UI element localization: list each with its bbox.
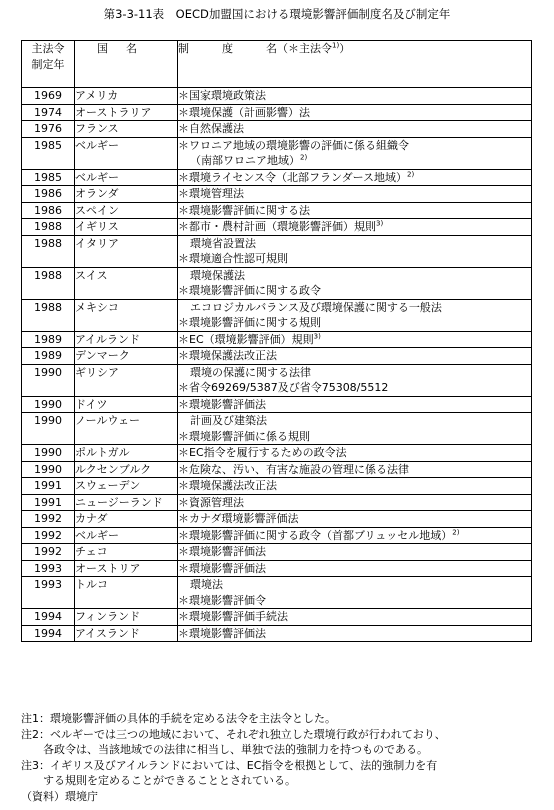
country-cell: オーストラリア xyxy=(75,104,178,121)
law-cell xyxy=(178,445,532,462)
table-row xyxy=(22,577,532,609)
table-row xyxy=(22,527,532,544)
law-text: ＊環境影響評価に関する政令（首都ブリュッセル地域） xyxy=(178,528,453,542)
law-line xyxy=(178,348,531,364)
law-cell xyxy=(178,137,532,169)
law-cell xyxy=(178,169,532,186)
law-text: ＊資源管理法 xyxy=(178,495,244,509)
country-cell: フィンランド xyxy=(75,609,178,626)
year-cell: 1988 xyxy=(22,299,75,331)
year-cell: 1985 xyxy=(22,169,75,186)
year-cell: 1994 xyxy=(22,609,75,626)
law-text: 環境保護法 xyxy=(190,268,245,282)
law-text: 計画及び建築法 xyxy=(190,414,267,427)
year-cell: 1990 xyxy=(22,364,75,396)
law-text: ＊環境影響評価に関する法 xyxy=(178,203,310,217)
law-cell xyxy=(178,461,532,478)
table-row xyxy=(22,235,532,267)
law-text: エコロジカルバランス及び環境保護に関する一般法 xyxy=(190,300,442,314)
table-row xyxy=(22,413,532,445)
country-cell: オランダ xyxy=(75,186,178,203)
country-cell: ドイツ xyxy=(75,396,178,413)
law-line xyxy=(178,236,531,252)
law-text: ＊環境管理法 xyxy=(178,187,244,200)
year-cell: 1988 xyxy=(22,235,75,267)
law-text: ＊危険な、汚い、有害な施設の管理に係る法律 xyxy=(178,462,409,476)
law-text: 環境法 xyxy=(190,578,223,591)
law-cell xyxy=(178,267,532,299)
law-cell xyxy=(178,121,532,138)
country-cell: トルコ xyxy=(75,577,178,609)
year-cell: 1992 xyxy=(22,527,75,544)
law-text: 環境省設置法 xyxy=(190,236,256,250)
law-cell xyxy=(178,625,532,642)
law-text: ＊ワロニア地域の環境影響の評価に係る組織令 xyxy=(178,138,409,152)
law-cell xyxy=(178,511,532,528)
footnote-ref: 2) xyxy=(407,169,415,178)
year-cell: 1986 xyxy=(22,186,75,203)
country-cell: アイスランド xyxy=(75,625,178,642)
year-cell: 1992 xyxy=(22,544,75,561)
law-text: ＊環境保護（計画影響）法 xyxy=(178,105,310,119)
law-text: ＊環境影響評価令 xyxy=(178,593,266,607)
table-row xyxy=(22,331,532,348)
table-row xyxy=(22,461,532,478)
year-cell: 1991 xyxy=(22,494,75,511)
law-text: ＊環境影響評価手続法 xyxy=(178,610,288,623)
country-cell: イギリス xyxy=(75,219,178,236)
law-line xyxy=(178,121,531,137)
note-line: 注2：ベルギーでは三つの地域において、それぞれ独立した環境行政が行われており、 xyxy=(21,727,446,741)
law-line xyxy=(178,511,531,527)
notes xyxy=(21,711,541,804)
footnote-ref: 2) xyxy=(452,527,460,536)
year-cell: 1990 xyxy=(22,461,75,478)
footnote-ref: 3) xyxy=(376,219,384,228)
country-cell: アイルランド xyxy=(75,331,178,348)
law-text: ＊環境保護法改正法 xyxy=(178,349,277,362)
table-row xyxy=(22,560,532,577)
year-cell: 1989 xyxy=(22,331,75,348)
year-cell: 1986 xyxy=(22,202,75,219)
year-cell: 1969 xyxy=(22,88,75,105)
law-text: ＊都市・農村計画（環境影響評価）規則 xyxy=(178,220,376,233)
note-line: 各政令は、当該地域での法律に相当し、単独で法的強制力を持つものである。 xyxy=(43,743,428,756)
law-line xyxy=(178,332,531,348)
year-cell: 1994 xyxy=(22,625,75,642)
law-line xyxy=(178,268,531,284)
law-line xyxy=(178,380,531,396)
country-cell: ニュージーランド xyxy=(75,494,178,511)
header-law-label: 制 度 名（＊主法令 xyxy=(178,42,332,55)
law-cell xyxy=(178,494,532,511)
law-cell xyxy=(178,219,532,236)
country-cell: ベルギー xyxy=(75,137,178,169)
header-year-line2: 制定年 xyxy=(31,57,65,71)
law-line xyxy=(178,153,531,169)
law-line xyxy=(178,300,531,316)
table-row xyxy=(22,494,532,511)
law-line xyxy=(178,577,531,593)
header-law xyxy=(178,41,532,88)
year-cell: 1988 xyxy=(22,267,75,299)
law-line xyxy=(178,219,531,235)
year-cell: 1989 xyxy=(22,348,75,365)
footnote-ref: 3) xyxy=(313,331,321,340)
table-row xyxy=(22,544,532,561)
table-row xyxy=(22,104,532,121)
oecd-eia-table xyxy=(21,40,532,642)
country-cell: イタリア xyxy=(75,235,178,267)
law-line xyxy=(178,528,531,544)
table-row xyxy=(22,169,532,186)
law-line xyxy=(178,251,531,267)
country-cell: フランス xyxy=(75,121,178,138)
law-text: ＊省令69269/5387及び省令75308/5512 xyxy=(178,381,389,394)
law-cell xyxy=(178,609,532,626)
country-cell: スイス xyxy=(75,267,178,299)
table-row xyxy=(22,88,532,105)
law-line xyxy=(178,186,531,202)
footnote-ref: 2) xyxy=(300,153,308,162)
law-cell xyxy=(178,396,532,413)
table-row xyxy=(22,609,532,626)
law-line xyxy=(178,626,531,642)
header-law-sup: 1) xyxy=(332,41,340,50)
year-cell: 1992 xyxy=(22,511,75,528)
year-cell: 1990 xyxy=(22,413,75,445)
table-row xyxy=(22,219,532,236)
header-country: 国名 xyxy=(75,41,178,88)
header-year-line1: 主法令 xyxy=(31,42,65,55)
law-cell xyxy=(178,527,532,544)
law-line xyxy=(178,203,531,219)
law-text: ＊EC指令を履行するための政令法 xyxy=(178,446,347,459)
law-line xyxy=(178,609,531,625)
law-cell xyxy=(178,235,532,267)
table-title: 第3-3-11表 OECD加盟国における環境影響評価制度名及び制定年 xyxy=(103,7,451,21)
country-cell: メキシコ xyxy=(75,299,178,331)
law-cell xyxy=(178,413,532,445)
law-cell xyxy=(178,88,532,105)
country-cell: スウェーデン xyxy=(75,478,178,495)
law-line xyxy=(178,170,531,186)
table-row xyxy=(22,348,532,365)
law-text: （南部ワロニア地域） xyxy=(190,154,300,167)
year-cell: 1988 xyxy=(22,219,75,236)
law-text: ＊カナダ環境影響評価法 xyxy=(178,512,299,525)
law-cell xyxy=(178,544,532,561)
note-line: する規則を定めることができることとされている。 xyxy=(43,774,296,787)
law-cell xyxy=(178,202,532,219)
table-row xyxy=(22,364,532,396)
table-row xyxy=(22,511,532,528)
law-line xyxy=(178,462,531,478)
country-cell: スペイン xyxy=(75,202,178,219)
law-cell xyxy=(178,577,532,609)
law-line xyxy=(178,397,531,413)
law-line xyxy=(178,365,531,381)
law-line xyxy=(178,315,531,331)
table-row xyxy=(22,121,532,138)
country-cell: ベルギー xyxy=(75,169,178,186)
law-text: ＊環境保護法改正法 xyxy=(178,479,277,492)
country-cell: ノールウェー xyxy=(75,413,178,445)
law-text: ＊EC（環境影響評価）規則 xyxy=(178,332,314,346)
header-row xyxy=(22,41,532,88)
year-cell: 1993 xyxy=(22,560,75,577)
note-line: 注3：イギリス及びアイルランドにおいては、EC指令を根拠として、法的強制力を有 xyxy=(21,758,438,772)
law-text: 環境の保護に関する法律 xyxy=(190,365,311,379)
law-cell xyxy=(178,186,532,203)
law-line xyxy=(178,413,531,429)
table-row xyxy=(22,445,532,462)
law-cell xyxy=(178,104,532,121)
table-row xyxy=(22,396,532,413)
year-cell: 1990 xyxy=(22,396,75,413)
law-cell xyxy=(178,299,532,331)
country-cell: ギリシア xyxy=(75,364,178,396)
country-cell: チェコ xyxy=(75,544,178,561)
law-text: ＊環境影響評価に係る規則 xyxy=(178,429,310,443)
table-row xyxy=(22,625,532,642)
country-cell: デンマーク xyxy=(75,348,178,365)
law-text: ＊環境影響評価に関する規則 xyxy=(178,316,321,329)
country-cell: アメリカ xyxy=(75,88,178,105)
header-year xyxy=(22,41,75,88)
year-cell: 1990 xyxy=(22,445,75,462)
law-line xyxy=(178,429,531,445)
law-cell xyxy=(178,478,532,495)
law-text: ＊国家環境政策法 xyxy=(178,89,266,102)
law-text: ＊環境影響評価法 xyxy=(178,397,266,411)
law-line xyxy=(178,88,531,104)
country-cell: オーストリア xyxy=(75,560,178,577)
law-text: ＊環境適合性認可規則 xyxy=(178,252,288,265)
note-line: 注1：環境影響評価の具体的手続を定める法令を主法令とした。 xyxy=(21,712,336,725)
header-law-close: ） xyxy=(339,42,351,55)
law-text: ＊環境影響評価法 xyxy=(178,561,266,575)
law-cell xyxy=(178,364,532,396)
table-row xyxy=(22,186,532,203)
law-text: ＊環境影響評価に関する政令 xyxy=(178,284,321,297)
table-row xyxy=(22,137,532,169)
law-text: ＊自然保護法 xyxy=(178,122,244,135)
law-line xyxy=(178,445,531,461)
law-line xyxy=(178,593,531,609)
law-line xyxy=(178,561,531,577)
law-text: ＊環境ライセンス令（北部フランダース地域） xyxy=(178,170,408,184)
law-line xyxy=(178,495,531,511)
year-cell: 1993 xyxy=(22,577,75,609)
year-cell: 1974 xyxy=(22,104,75,121)
law-cell xyxy=(178,331,532,348)
table-row xyxy=(22,299,532,331)
year-cell: 1976 xyxy=(22,121,75,138)
table-row xyxy=(22,202,532,219)
country-cell: ルクセンブルク xyxy=(75,461,178,478)
year-cell: 1991 xyxy=(22,478,75,495)
law-line xyxy=(178,478,531,494)
country-cell: ポルトガル xyxy=(75,445,178,462)
table-row xyxy=(22,478,532,495)
table-row xyxy=(22,267,532,299)
law-line xyxy=(178,105,531,121)
country-cell: ベルギー xyxy=(75,527,178,544)
country-cell: カナダ xyxy=(75,511,178,528)
year-cell: 1985 xyxy=(22,137,75,169)
law-line xyxy=(178,138,531,154)
law-line xyxy=(178,544,531,560)
note-line: （資料）環境庁 xyxy=(21,789,98,803)
law-line xyxy=(178,283,531,299)
law-cell xyxy=(178,560,532,577)
law-text: ＊環境影響評価法 xyxy=(178,545,266,558)
law-cell xyxy=(178,348,532,365)
law-text: ＊環境影響評価法 xyxy=(178,626,266,640)
